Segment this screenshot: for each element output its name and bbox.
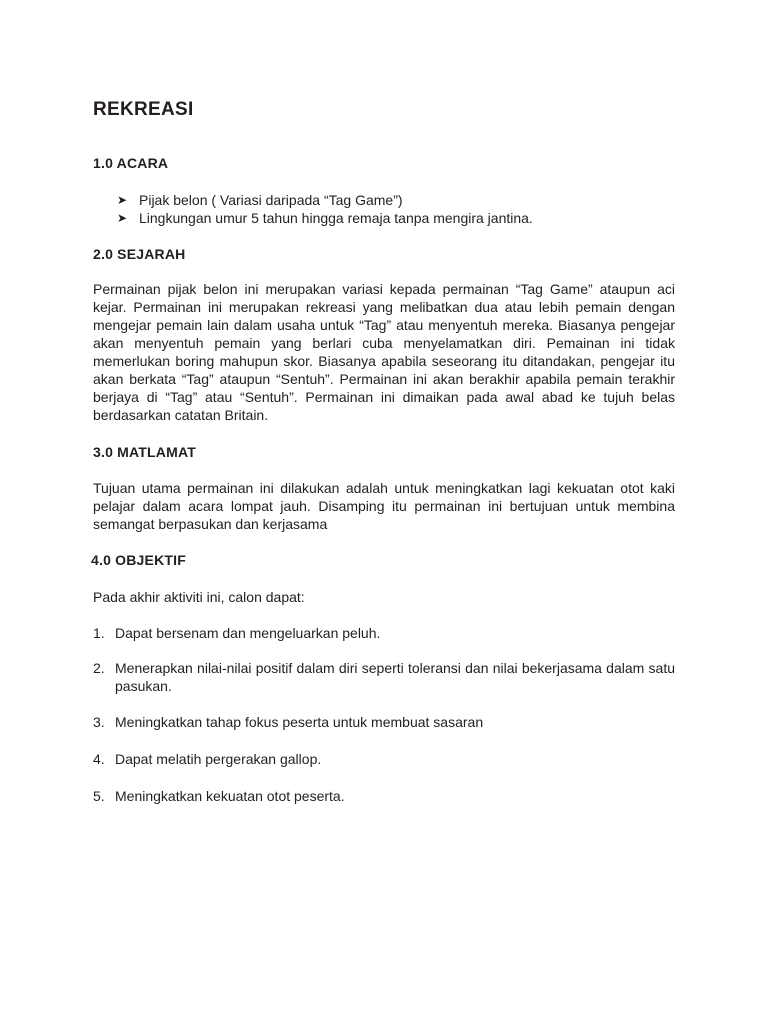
- sejarah-paragraph: Permainan pijak belon ini merupakan variasi kepada permainan “Tag Game” ataupun aci kejar. Permainan ini merupakan rekreasi yang melibatkan dua atau lebih pemain dengan mengejar pemain lain dalam usaha untuk “Tag” atau menyentuh mereka. Biasanya pengejar akan menyentuh pemain yang berlari cuba menyelamatkan diri. Pemainan ini tidak memerlukan boring mahupun skor. Biasanya apabila seseorang itu ditandakan, pengejar itu akan berkata “Tag” ataupun “Sentuh”. Permainan ini akan berakhir apabila pemain terakhir berjaya di “Tag” atau “Sentuh”. Permainan ini dimaikan pada awal abad ke tujuh belas berdasarkan catatan Britain.: [93, 281, 675, 423]
- acara-bullet-list: [93, 191, 675, 227]
- section-heading-objektif: 4.0 OBJEKTIF: [91, 552, 186, 568]
- bullet-text: Lingkungan umur 5 tahun hingga remaja tanpa mengira jantina.: [139, 210, 533, 226]
- item-text: Dapat bersenam dan mengeluarkan peluh.: [115, 625, 381, 641]
- objektif-intro: Pada akhir aktiviti ini, calon dapat:: [93, 589, 305, 605]
- list-item: [93, 713, 675, 731]
- item-number: 3.: [93, 714, 105, 730]
- item-number: 4.: [93, 751, 105, 767]
- list-item: [93, 787, 675, 805]
- matlamat-paragraph: Tujuan utama permainan ini dilakukan adalah untuk meningkatkan lagi kekuatan otot kaki pelajar dalam acara lompat jauh. Disamping itu permainan ini bertujuan untuk membina semangat berpasukan dan kerjasama: [93, 480, 675, 532]
- item-text: Menerapkan nilai-nilai positif dalam diri seperti toleransi dan nilai bekerjasama dalam satu pasukan.: [115, 660, 675, 694]
- item-text: Meningkatkan kekuatan otot peserta.: [115, 788, 345, 804]
- list-item: [93, 191, 675, 209]
- list-item: [93, 750, 675, 768]
- bullet-text: Pijak belon ( Variasi daripada “Tag Game”): [139, 192, 403, 208]
- arrow-bullet-icon: ➤: [117, 211, 128, 225]
- item-text: Meningkatkan tahap fokus peserta untuk membuat sasaran: [115, 714, 484, 730]
- item-number: 2.: [93, 660, 105, 676]
- page-title: REKREASI: [93, 99, 194, 120]
- list-item: [93, 209, 675, 227]
- section-heading-acara: 1.0 ACARA: [93, 155, 169, 171]
- list-item: [93, 624, 675, 642]
- section-heading-sejarah: 2.0 SEJARAH: [93, 246, 186, 262]
- item-number: 1.: [93, 625, 105, 641]
- list-item: [93, 659, 675, 695]
- item-text: Dapat melatih pergerakan gallop.: [115, 751, 322, 767]
- arrow-bullet-icon: ➤: [117, 193, 128, 207]
- section-heading-matlamat: 3.0 MATLAMAT: [93, 444, 196, 460]
- item-number: 5.: [93, 788, 105, 804]
